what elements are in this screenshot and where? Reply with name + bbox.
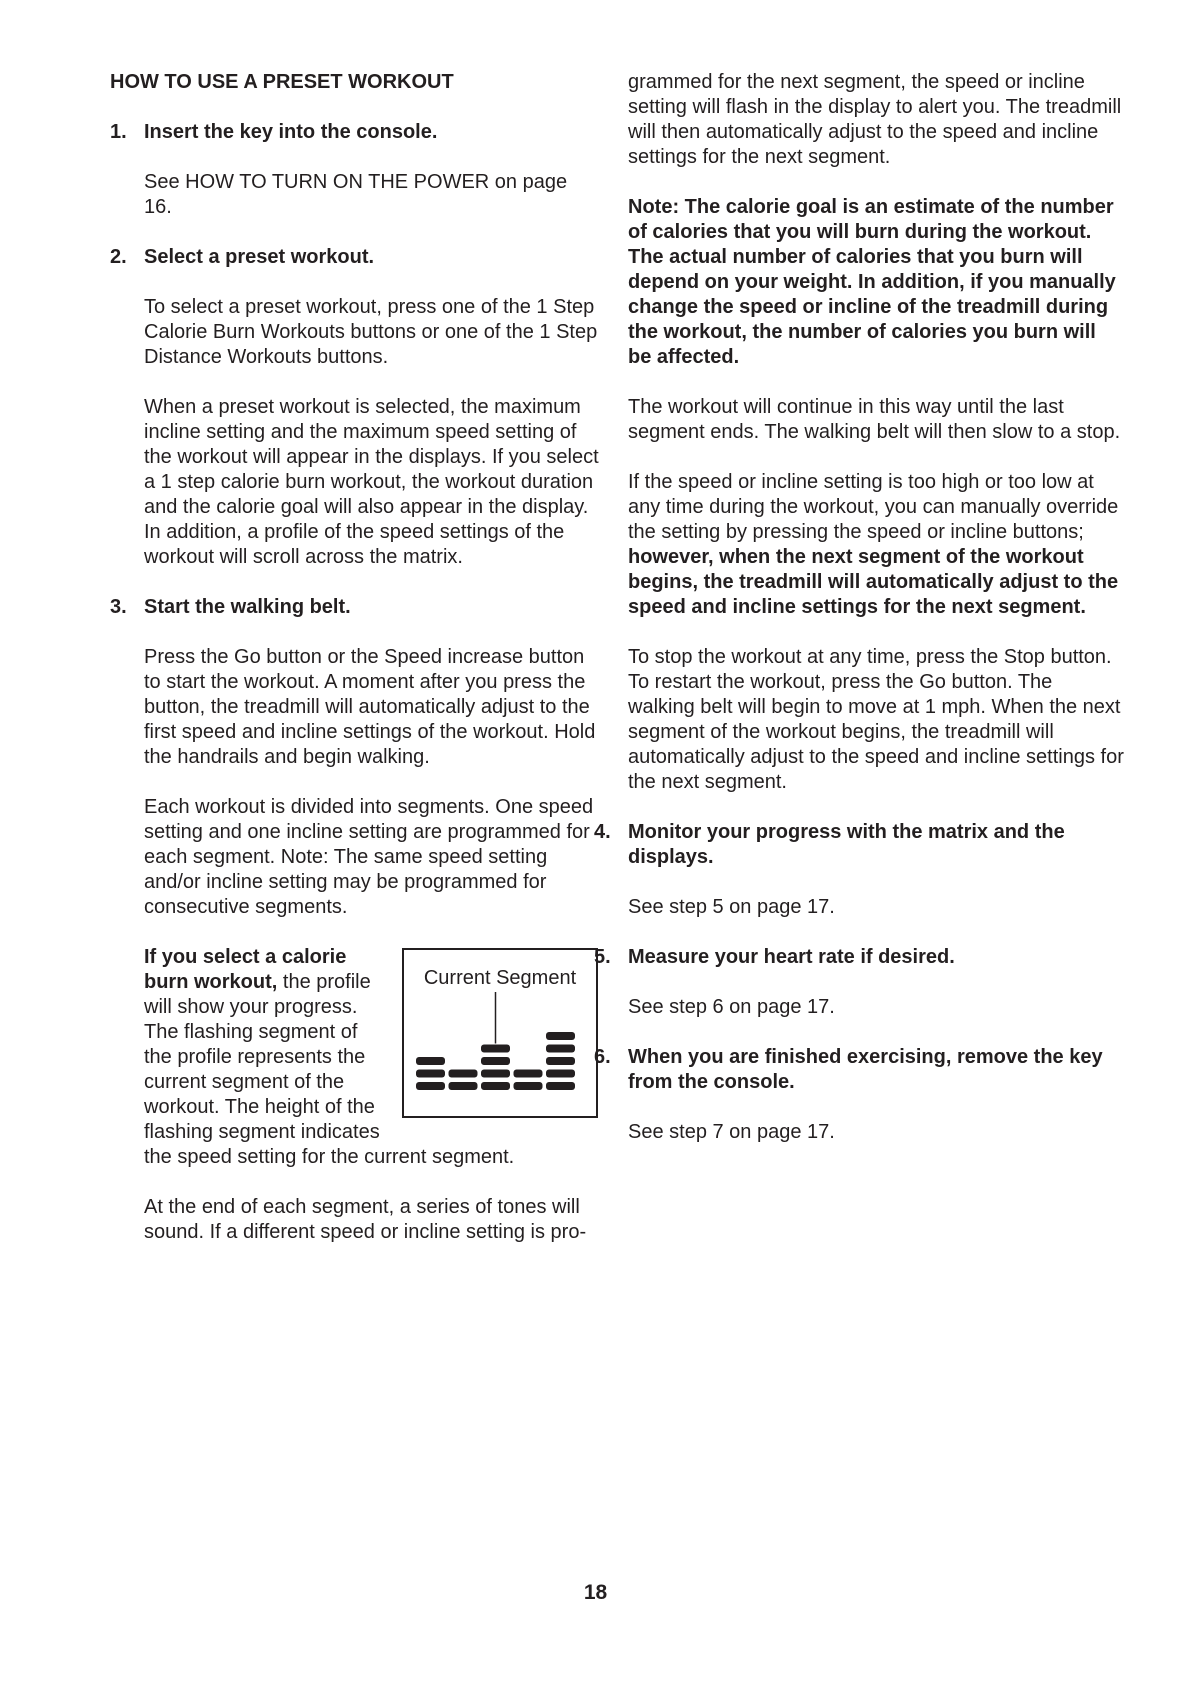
step-title: Monitor your progress with the matrix and the displays. xyxy=(628,821,1065,868)
step-number: 6. xyxy=(594,1046,611,1068)
profile-lead-bold: If you select a calorie burn workout, xyxy=(144,946,347,993)
profile-paragraph xyxy=(144,945,600,1170)
matrix-segment-bar xyxy=(481,1070,510,1078)
page-number: 18 xyxy=(583,1581,608,1604)
step-number: 3. xyxy=(110,596,127,618)
continued-text-3 xyxy=(628,470,1124,620)
step-number: 1. xyxy=(110,121,127,143)
step-3-text-1: Press the Go button or the Speed increase button to start the workout. A moment after you press the button, the treadmill will automatically adjust to the first speed and incline settings of the workout. Hold the handrails and begin walking. xyxy=(144,646,596,768)
step-title: Measure your heart rate if desired. xyxy=(628,946,955,968)
step-number: 5. xyxy=(594,946,611,968)
step-title: Insert the key into the console. xyxy=(144,121,438,143)
step-2-text-1: To select a preset workout, press one of the 1 Step Calorie Burn Workouts buttons or one of the 1 Step Distance Workouts buttons. xyxy=(144,296,598,368)
matrix-segment-bar xyxy=(546,1045,575,1053)
profile-matrix xyxy=(404,950,596,1116)
step-number: 4. xyxy=(594,821,611,843)
profile-text: the profile will show your progress. The flashing segment of the profile represents the current segment of the workout. The height of the flashing segment indicates the speed setting for the current segment. xyxy=(144,971,515,1168)
step-3-text-2: Each workout is divided into segments. One speed setting and one incline setting are programmed for each segment. Note: The same speed setting and/or incline setting may be programmed for consecutive segments. xyxy=(144,796,594,918)
step-title: When you are finished exercising, remove the key from the console. xyxy=(628,1046,1103,1093)
step-1-text: See HOW TO TURN ON THE POWER on page 16. xyxy=(144,171,568,218)
matrix-segment-bar xyxy=(514,1082,543,1090)
continued-text-1: grammed for the next segment, the speed or incline setting will flash in the display to alert you. The treadmill will then automatically adjust to the speed and incline settings for the next segment. xyxy=(628,71,1122,168)
step-4 xyxy=(594,820,1124,870)
override-bold: however, when the next segment of the workout begins, the treadmill will automatically adjust to the speed and incline settings for the next segment. xyxy=(628,546,1119,618)
matrix-segment-bar xyxy=(416,1082,445,1090)
matrix-segment-bar xyxy=(449,1082,478,1090)
override-text: If the speed or incline setting is too high or too low at any time during the workout, you can manually override the setting by pressing the speed or incline buttons; xyxy=(628,471,1119,543)
matrix-segment-bar xyxy=(416,1057,445,1065)
step-5-text: See step 6 on page 17. xyxy=(628,996,835,1018)
matrix-segment-bar xyxy=(449,1070,478,1078)
matrix-segment-bar xyxy=(481,1082,510,1090)
right-column xyxy=(594,70,1124,1170)
matrix-segment-bar xyxy=(546,1070,575,1078)
figure-caption: Current Segment xyxy=(423,967,577,989)
step-6 xyxy=(594,1045,1124,1095)
step-1 xyxy=(110,120,600,145)
matrix-segment-bar xyxy=(546,1032,575,1040)
matrix-segment-bar xyxy=(546,1082,575,1090)
section-heading: HOW TO USE A PRESET WORKOUT xyxy=(110,71,454,93)
matrix-segment-bar xyxy=(481,1045,510,1053)
current-segment-figure xyxy=(402,948,598,1118)
step-title: Start the walking belt. xyxy=(144,596,351,618)
matrix-segment-bar xyxy=(481,1057,510,1065)
step-2-text-2: When a preset workout is selected, the maximum incline setting and the maximum speed setting of the workout will appear in the displays. If you select a 1 step calorie burn workout, the workout duration and the calorie goal will also appear in the display. In addition, a profile of the speed settings of the workout will scroll across the matrix. xyxy=(144,396,599,568)
step-number: 2. xyxy=(110,246,127,268)
step-3-text-4: At the end of each segment, a series of tones will sound. If a different speed or incline setting is pro- xyxy=(144,1196,587,1243)
step-6-text: See step 7 on page 17. xyxy=(628,1121,835,1143)
matrix-segment-bar xyxy=(546,1057,575,1065)
matrix-segment-bar xyxy=(416,1070,445,1078)
calorie-note-bold: Note: The calorie goal is an estimate of the number of calories that you will burn during the workout. The actual number of calories that you burn will depend on your weight. In addition, if you manually change the speed or incline of the treadmill during the workout, the number of calories you burn will be affected. xyxy=(628,196,1116,368)
step-4-text: See step 5 on page 17. xyxy=(628,896,835,918)
calorie-note xyxy=(628,195,1124,370)
step-title: Select a preset workout. xyxy=(144,246,375,268)
continued-text-2: The workout will continue in this way until the last segment ends. The walking belt will then slow to a stop. xyxy=(628,396,1121,443)
matrix-segment-bar xyxy=(514,1070,543,1078)
step-3 xyxy=(110,595,600,620)
step-2 xyxy=(110,245,600,270)
step-5 xyxy=(594,945,1124,970)
left-column xyxy=(110,70,600,1270)
continued-text-4: To stop the workout at any time, press the Stop button. To restart the workout, press the Go button. The walking belt will begin to move at 1 mph. When the next segment of the workout begins, the treadmill will automatically adjust to the speed and incline settings for the next segment. xyxy=(628,646,1124,793)
